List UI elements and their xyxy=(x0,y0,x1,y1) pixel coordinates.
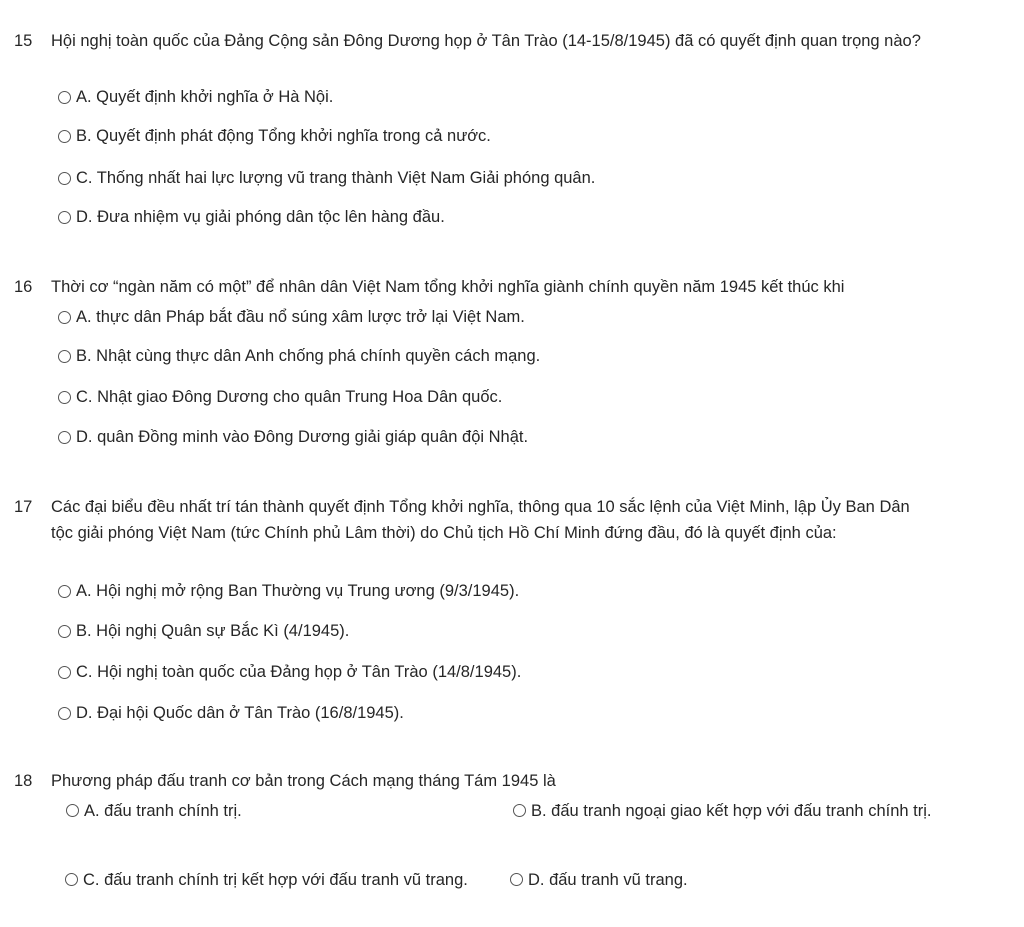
option-label: C. Thống nhất hai lực lượng vũ trang thành Việt Nam Giải phóng quân. xyxy=(76,169,596,187)
option-label: D. quân Đồng minh vào Đông Dương giải giáp quân đội Nhật. xyxy=(76,428,529,446)
radio-circle-icon[interactable] xyxy=(58,91,71,104)
option-d[interactable] xyxy=(58,702,404,724)
option-a[interactable] xyxy=(58,580,519,602)
radio-circle-icon[interactable] xyxy=(58,625,71,638)
radio-circle-icon[interactable] xyxy=(58,350,71,363)
radio-circle-icon[interactable] xyxy=(58,391,71,404)
option-label: A. Hội nghị mở rộng Ban Thường vụ Trung ương (9/3/1945). xyxy=(76,582,520,600)
option-label: C. Hội nghị toàn quốc của Đảng họp ở Tân Trào (14/8/1945). xyxy=(76,663,522,681)
question-text: Hội nghị toàn quốc của Đảng Cộng sản Đông Dương họp ở Tân Trào (14-15/8/1945) đã có quyết định quan trọng nào? xyxy=(51,32,921,50)
option-label: A. đấu tranh chính trị. xyxy=(84,802,242,820)
option-b[interactable] xyxy=(58,125,491,147)
radio-circle-icon[interactable] xyxy=(58,666,71,679)
option-d[interactable] xyxy=(58,426,528,448)
radio-circle-icon[interactable] xyxy=(510,873,523,886)
option-a[interactable] xyxy=(58,86,333,108)
question-number: 17 xyxy=(14,498,33,516)
option-label: D. Đưa nhiệm vụ giải phóng dân tộc lên hàng đầu. xyxy=(76,208,445,226)
radio-circle-icon[interactable] xyxy=(58,311,71,324)
option-label: D. Đại hội Quốc dân ở Tân Trào (16/8/1945). xyxy=(76,704,404,722)
option-b[interactable] xyxy=(58,345,540,367)
radio-circle-icon[interactable] xyxy=(66,804,79,817)
option-c[interactable] xyxy=(56,866,476,894)
option-b[interactable] xyxy=(503,797,973,825)
question-number: 15 xyxy=(14,32,33,50)
option-c[interactable] xyxy=(58,386,502,408)
option-label: D. đấu tranh vũ trang. xyxy=(528,871,688,889)
option-label: B. đấu tranh ngoại giao kết hợp với đấu tranh chính trị. xyxy=(531,802,932,820)
option-label: B. Nhật cùng thực dân Anh chống phá chính quyền cách mạng. xyxy=(76,347,541,365)
option-b[interactable] xyxy=(58,620,349,642)
option-label: C. đấu tranh chính trị kết hợp với đấu tranh vũ trang. xyxy=(83,871,468,889)
radio-circle-icon[interactable] xyxy=(513,804,526,817)
question-number: 16 xyxy=(14,278,33,296)
option-c[interactable] xyxy=(58,661,521,683)
option-label: A. Quyết định khởi nghĩa ở Hà Nội. xyxy=(76,88,334,106)
radio-circle-icon[interactable] xyxy=(65,873,78,886)
option-a[interactable] xyxy=(66,797,486,825)
question-text: Các đại biểu đều nhất trí tán thành quyết định Tổng khởi nghĩa, thông qua 10 sắc lệnh của Việt Minh, lập Ủy Ban Dân tộc giải phóng Việt Nam (tức Chính phủ Lâm thời) do Chủ tịch Hồ Chí Minh đứng đầu, đó là quyết định của: xyxy=(51,498,910,542)
option-d[interactable] xyxy=(58,206,445,228)
question-text: Phương pháp đấu tranh cơ bản trong Cách mạng tháng Tám 1945 là xyxy=(51,772,556,790)
question-number: 18 xyxy=(14,772,33,790)
radio-circle-icon[interactable] xyxy=(58,172,71,185)
option-label: B. Hội nghị Quân sự Bắc Kì (4/1945). xyxy=(76,622,350,640)
radio-circle-icon[interactable] xyxy=(58,130,71,143)
radio-circle-icon[interactable] xyxy=(58,431,71,444)
question-text: Thời cơ “ngàn năm có một” để nhân dân Việt Nam tổng khởi nghĩa giành chính quyền năm 1945 kết thúc khi xyxy=(51,278,845,296)
radio-circle-icon[interactable] xyxy=(58,585,71,598)
option-c[interactable] xyxy=(58,167,595,189)
option-label: B. Quyết định phát động Tổng khởi nghĩa trong cả nước. xyxy=(76,127,491,145)
radio-circle-icon[interactable] xyxy=(58,707,71,720)
option-a[interactable] xyxy=(58,306,525,328)
option-d[interactable] xyxy=(510,866,910,894)
radio-circle-icon[interactable] xyxy=(58,211,71,224)
option-label: A. thực dân Pháp bắt đầu nổ súng xâm lược trở lại Việt Nam. xyxy=(76,308,525,326)
option-label: C. Nhật giao Đông Dương cho quân Trung Hoa Dân quốc. xyxy=(76,388,503,406)
